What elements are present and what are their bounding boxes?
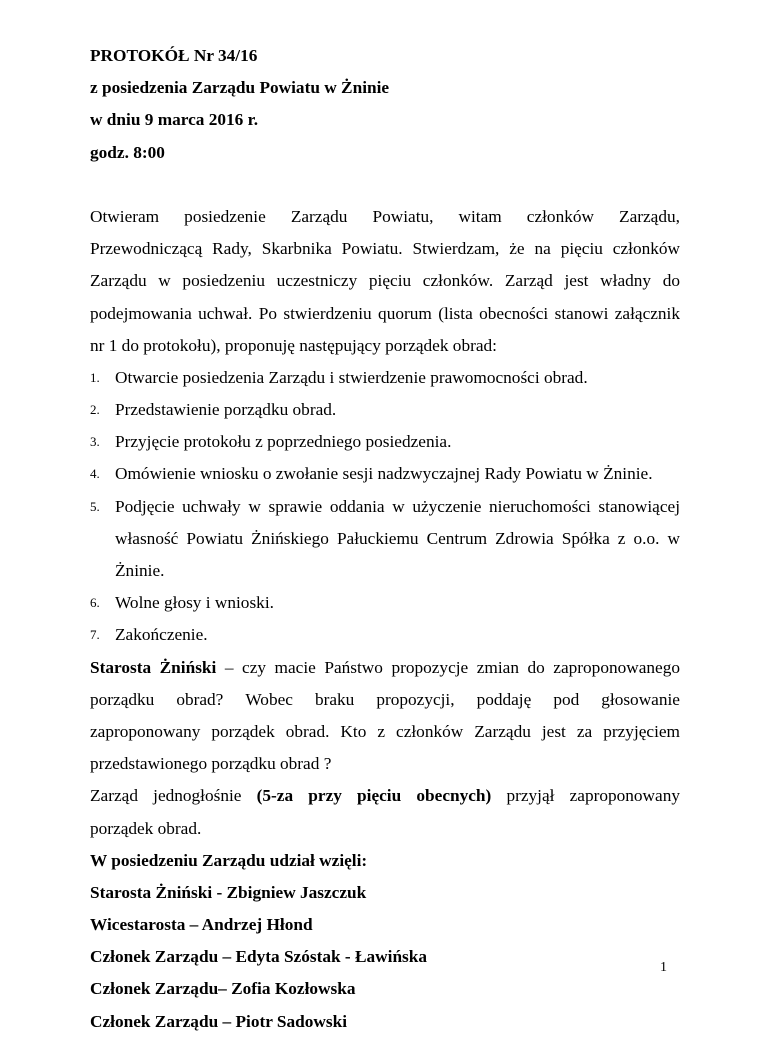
vote-line-1 bbox=[90, 780, 680, 812]
protocol-subtitle: z posiedzenia Zarządu Powiatu w Żninie bbox=[90, 78, 390, 98]
agenda-item bbox=[90, 491, 680, 523]
starosta-word: propozycji, bbox=[376, 689, 455, 709]
agenda-number: 1. bbox=[90, 369, 100, 385]
page-number: 1 bbox=[660, 960, 667, 975]
intro-line-3: Zarządu w posiedzeniu uczestniczy pięciu członków. Zarząd jest władny do bbox=[90, 271, 680, 291]
starosta-word: braku bbox=[314, 689, 355, 709]
speaker-name: Starosta Żniński bbox=[90, 657, 217, 677]
agenda-text: Zakończenie. bbox=[115, 625, 208, 645]
intro-line-4: podejmowania uchwał. Po stwierdzeniu quorum (lista obecności stanowi załącznik bbox=[90, 303, 680, 323]
agenda-text-continued: własność Powiatu Żnińskiego Pałuckiemu Centrum Zdrowia Spółka z o.o. w bbox=[115, 528, 680, 548]
protocol-date: w dniu 9 marca 2016 r. bbox=[90, 110, 259, 130]
spacer bbox=[90, 169, 680, 201]
agenda-number: 4. bbox=[90, 466, 100, 482]
attendance-member: Starosta Żniński - Zbigniew Jaszczuk bbox=[90, 882, 367, 902]
agenda-number: 2. bbox=[90, 402, 100, 418]
starosta-line-4: przedstawionego porządku obrad ? bbox=[90, 754, 332, 774]
agenda-item bbox=[90, 619, 680, 651]
vote-prefix: Zarząd jednogłośnie bbox=[90, 786, 257, 806]
agenda-text-continued: Żninie. bbox=[115, 561, 165, 580]
attendance-member: Członek Zarządu– Zofia Kozłowska bbox=[90, 979, 356, 999]
agenda-text: Omówienie wniosku o zwołanie sesji nadzwyczajnej Rady Powiatu w Żninie. bbox=[115, 464, 653, 484]
attendance-member: Członek Zarządu – Piotr Sadowski bbox=[90, 1011, 348, 1031]
starosta-word: porządku bbox=[90, 689, 155, 709]
starosta-word: pod bbox=[553, 689, 580, 709]
intro-word: Otwieram bbox=[90, 206, 160, 226]
agenda-text: Wolne głosy i wnioski. bbox=[115, 593, 274, 613]
starosta-line-1 bbox=[90, 652, 680, 684]
starosta-word: obrad? bbox=[176, 689, 224, 709]
protocol-title: PROTOKÓŁ Nr 34/16 bbox=[90, 46, 258, 65]
agenda-number: 6. bbox=[90, 595, 100, 611]
intro-word: Zarządu bbox=[290, 206, 348, 226]
starosta-word: głosowanie bbox=[601, 689, 680, 709]
agenda-item bbox=[90, 362, 680, 394]
agenda-text: Podjęcie uchwały w sprawie oddania w użyczenie nieruchomości stanowiącej bbox=[115, 496, 680, 516]
intro-line-1 bbox=[90, 201, 680, 233]
agenda-number: 5. bbox=[90, 498, 100, 514]
intro-word: Powiatu, bbox=[372, 206, 434, 226]
starosta-word: Wobec bbox=[245, 689, 293, 709]
starosta-line-3: zaproponowany porządek obrad. Kto z członków Zarządu jest za przyjęciem bbox=[90, 721, 680, 741]
intro-word: Zarządu, bbox=[619, 206, 680, 226]
vote-result: (5-za przy pięciu obecnych) bbox=[256, 786, 492, 806]
vote-suffix: przyjął zaproponowany bbox=[491, 786, 680, 806]
intro-word: członków bbox=[526, 206, 594, 226]
starosta-word: poddaję bbox=[476, 689, 532, 709]
attendance-member: Wicestarosta – Andrzej Hłond bbox=[90, 915, 313, 935]
intro-word: witam bbox=[458, 206, 502, 226]
speaker-text: – czy macie Państwo propozycje zmian do zaproponowanego bbox=[216, 657, 680, 677]
attendance-heading: W posiedzeniu Zarządu udział wzięli: bbox=[90, 850, 368, 870]
intro-word: posiedzenie bbox=[184, 206, 266, 226]
intro-line-5: nr 1 do protokołu), proponuję następujący porządek obrad: bbox=[90, 335, 497, 355]
attendance-member: Członek Zarządu – Edyta Szóstak - Ławińska bbox=[90, 947, 428, 967]
starosta-line-2 bbox=[90, 684, 680, 716]
vote-line-2: porządek obrad. bbox=[90, 818, 202, 838]
agenda-text: Otwarcie posiedzenia Zarządu i stwierdzenie prawomocności obrad. bbox=[115, 367, 588, 387]
intro-line-2: Przewodniczącą Rady, Skarbnika Powiatu. Stwierdzam, że na pięciu członków bbox=[90, 239, 680, 259]
document-body bbox=[90, 40, 680, 1038]
agenda-item bbox=[90, 587, 680, 619]
agenda-number: 3. bbox=[90, 434, 100, 450]
agenda-text: Przyjęcie protokołu z poprzedniego posiedzenia. bbox=[115, 432, 452, 452]
agenda-number: 7. bbox=[90, 627, 100, 643]
agenda-item bbox=[90, 394, 680, 426]
agenda-item bbox=[90, 426, 680, 458]
agenda-text: Przedstawienie porządku obrad. bbox=[115, 400, 337, 420]
protocol-time: godz. 8:00 bbox=[90, 142, 165, 162]
agenda-item bbox=[90, 458, 680, 490]
